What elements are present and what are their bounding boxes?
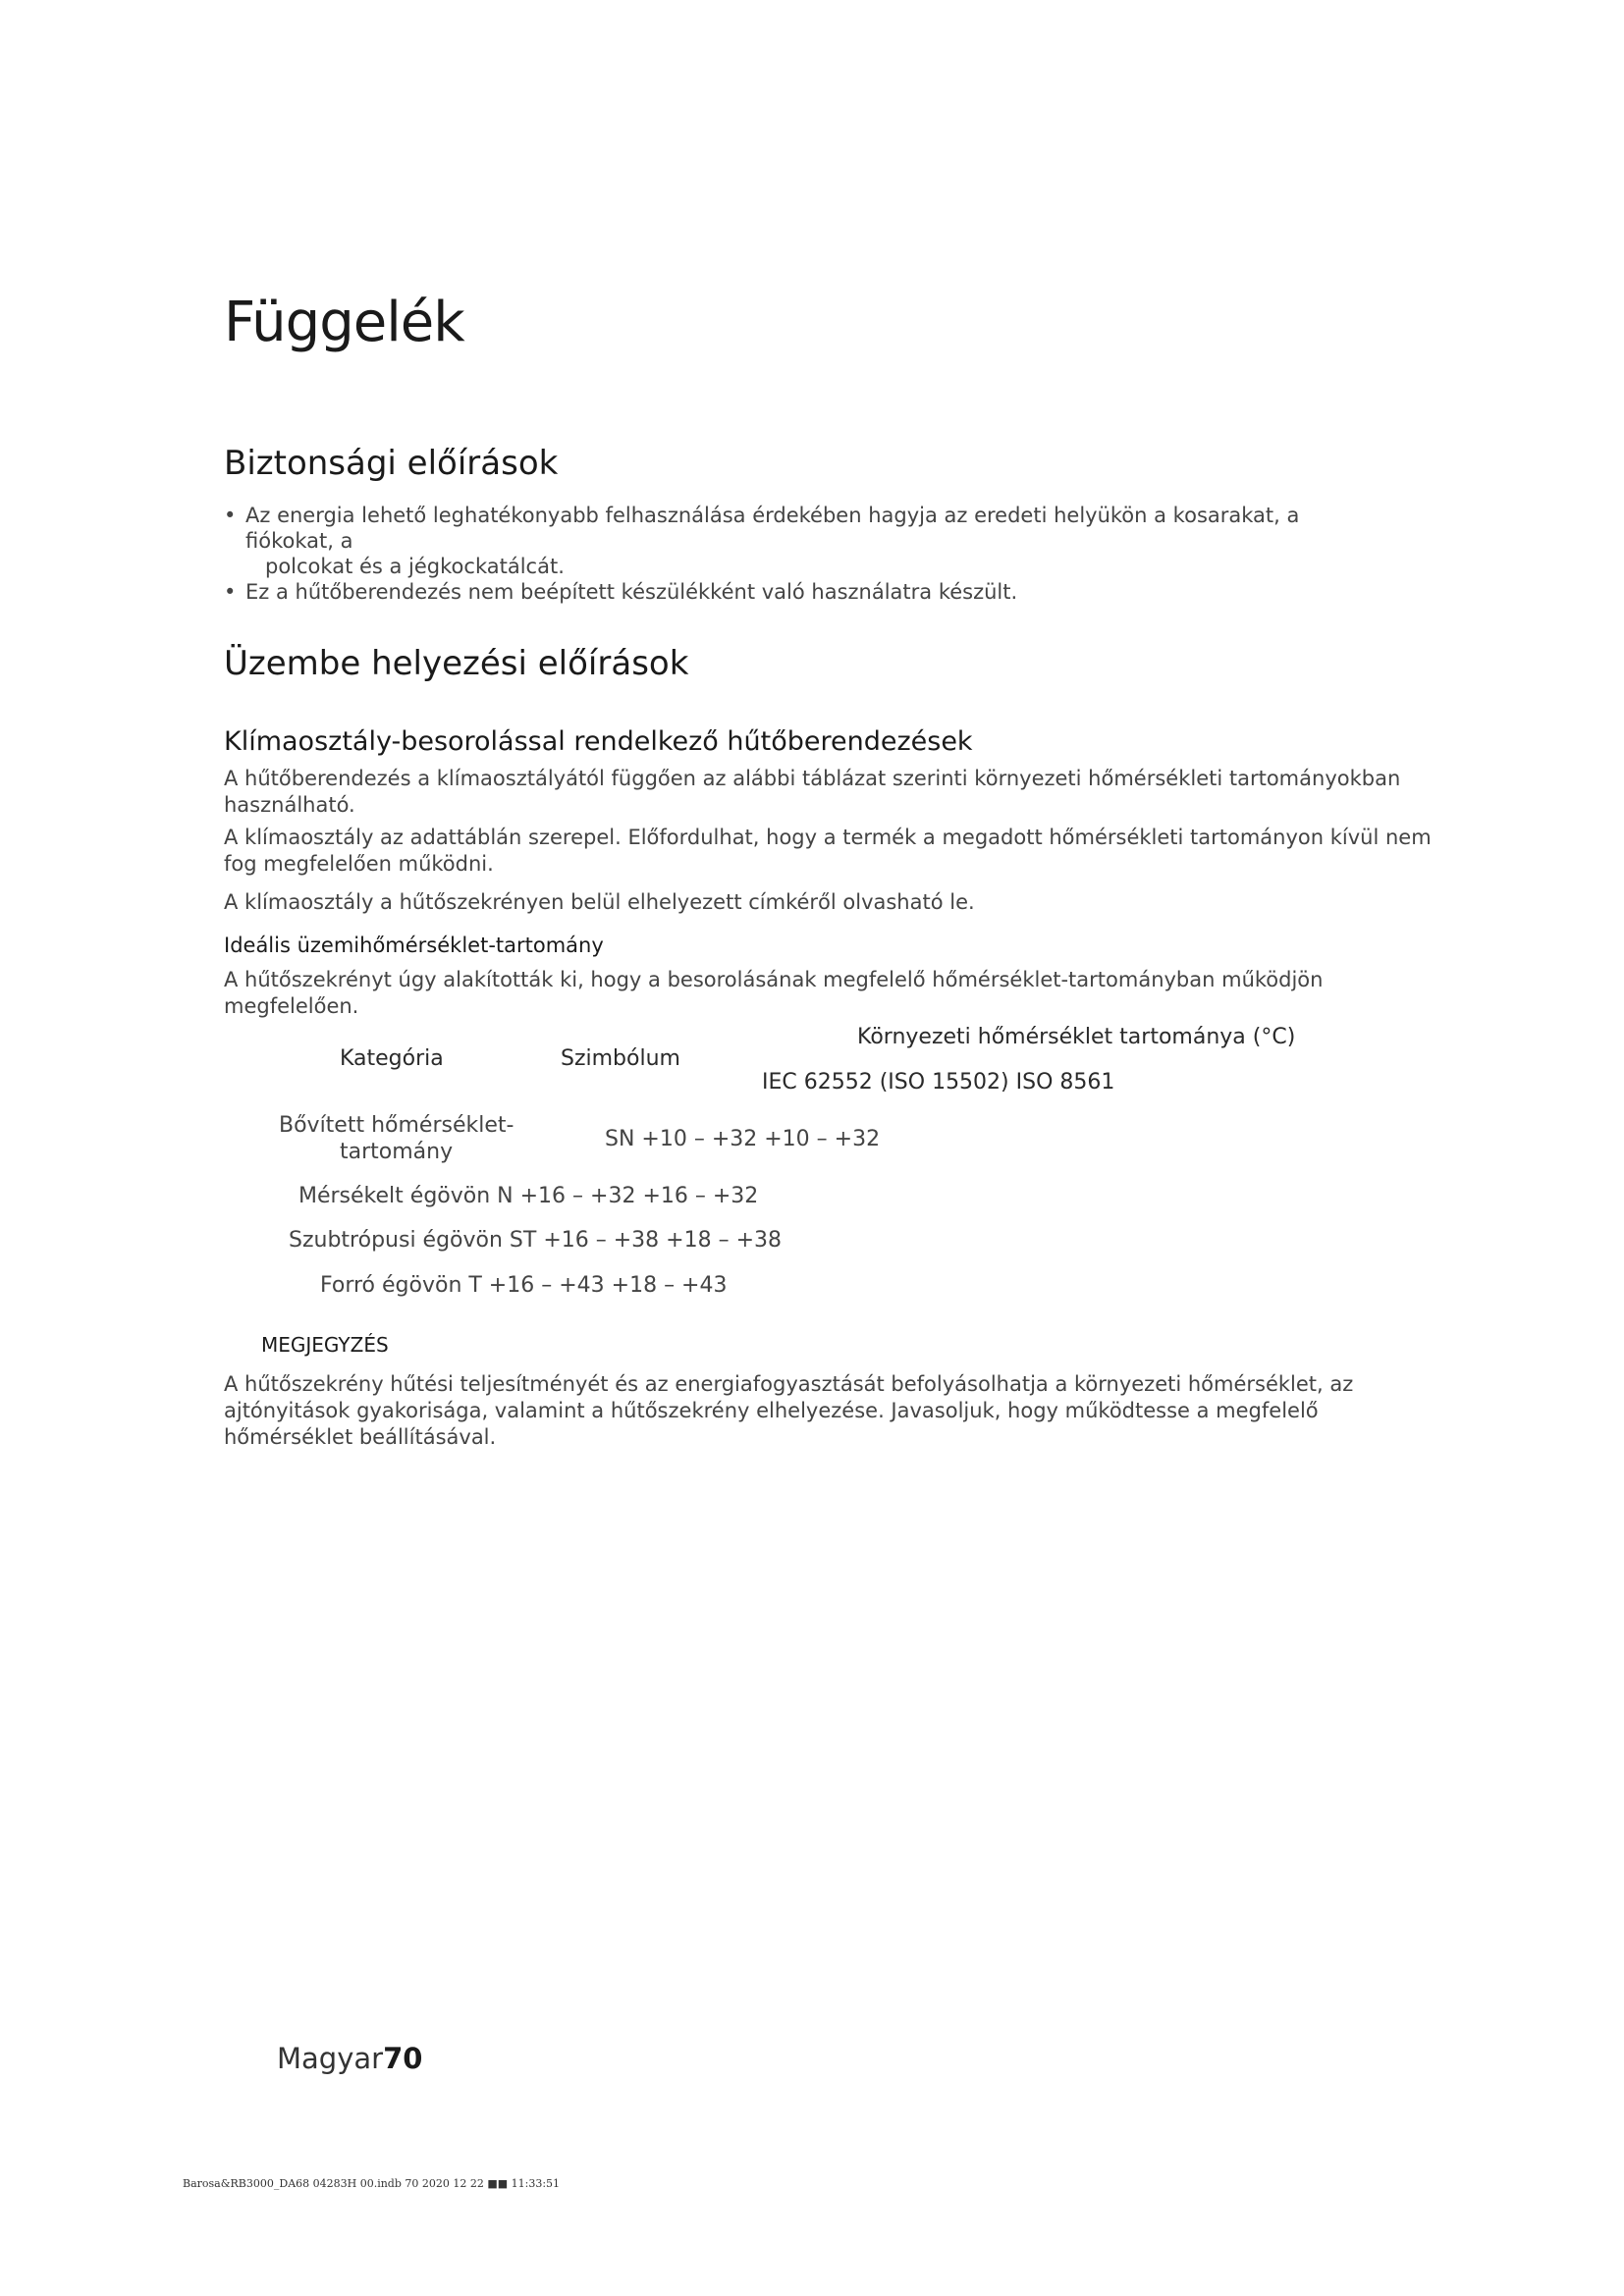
- page-number: 70: [383, 2042, 423, 2075]
- note-text: A hűtőszekrény hűtési teljesítményét és az energiafogyasztását befolyásolhatja a környezeti hőmérséklet, az ajtónyitások gyakorisága, valamint a hűtőszekrény elhelyezése. Javasoljuk, hogy működtesse a megfelelő hőmérséklet beállításával.: [224, 1372, 1354, 1449]
- table-row: Szubtrópusi égövön ST +16 – +38 +18 – +38: [289, 1228, 782, 1253]
- paragraph-climate-usage: A hűtőberendezés a klímaosztályától függően az alábbi táblázat szerinti környezeti hőmérsékleti tartományokban használható.: [224, 767, 1401, 817]
- climate-class-heading: Klímaosztály-besorolással rendelkező hűtőberendezések: [224, 726, 973, 757]
- table-cell-category: Bővített hőmérséklet-: [279, 1113, 514, 1138]
- safety-bullet-text: Ez a hűtőberendezés nem beépített készülékként való használatra készült.: [245, 580, 1018, 604]
- safety-bullet-item: [224, 503, 1373, 579]
- print-info: Barosa&RB3000_DA68 04283H 00.indb 70 2020 12 22 ■■ 11:33:51: [183, 2177, 561, 2190]
- table-row: Mérsékelt égövön N +16 – +32 +16 – +32: [298, 1184, 759, 1208]
- table-row-values: SN +10 – +32 +10 – +32: [605, 1127, 881, 1151]
- table-header-environment: Környezeti hőmérséklet tartománya (°C): [857, 1025, 1296, 1049]
- paragraph-nameplate: A klímaosztály az adattáblán szerepel. Előfordulhat, hogy a termék a megadott hőmérsékleti tartományon kívül nem fog megfelelően működni.: [224, 826, 1432, 876]
- paragraph-ideal-range: A hűtőszekrényt úgy alakították ki, hogy a besorolásának megfelelő hőmérséklet-tartományban működjön megfelelően.: [224, 968, 1324, 1018]
- install-heading: Üzembe helyezési előírások: [224, 644, 689, 683]
- note-label: MEGJEGYZÉS: [261, 1333, 389, 1357]
- footer-language: Magyar: [277, 2042, 384, 2075]
- table-header-standard: IEC 62552 (ISO 15502) ISO 8561: [762, 1070, 1115, 1095]
- safety-bullet-item: [224, 579, 1373, 605]
- ideal-range-heading: Ideális üzemihőmérséklet-tartomány: [224, 934, 604, 957]
- safety-bullet-continuation: polcokat és a jégkockatálcát.: [265, 555, 565, 578]
- table-row: Forró égövön T +16 – +43 +18 – +43: [320, 1273, 728, 1298]
- page-title: Függelék: [224, 291, 464, 354]
- table-cell-category: tartomány: [340, 1140, 454, 1164]
- safety-bullet-list: [224, 503, 1373, 605]
- safety-bullet-text: Az energia lehető leghatékonyabb felhasználása érdekében hagyja az eredeti helyükön a kosarakat, a fiókokat, a: [245, 504, 1300, 553]
- paragraph-label: A klímaosztály a hűtőszekrényen belül elhelyezett címkéről olvasható le.: [224, 890, 975, 914]
- page-footer: [277, 2042, 422, 2075]
- safety-heading: Biztonsági előírások: [224, 444, 559, 483]
- table-header-category: Kategória: [340, 1046, 444, 1071]
- table-header-symbol: Szimbólum: [561, 1046, 680, 1071]
